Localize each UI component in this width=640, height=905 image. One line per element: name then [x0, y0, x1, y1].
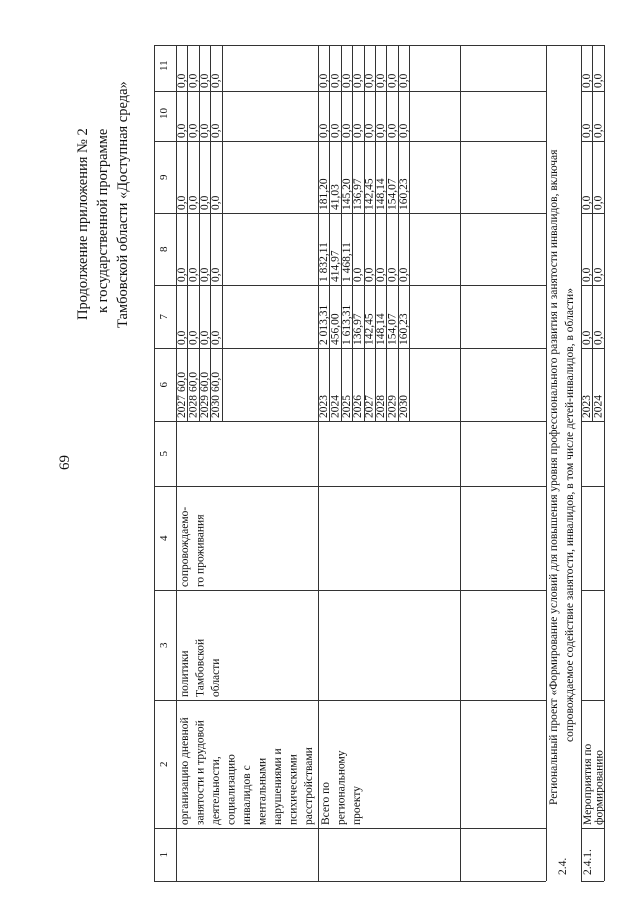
column-header-5: 5 — [158, 451, 170, 457]
value-cell-c7: 0,0 — [592, 330, 605, 345]
continuation-text-col2: инвалидов с — [241, 765, 253, 825]
value-cell-c11: 0,0 — [329, 73, 342, 88]
caption-line-2: к государственной программе — [95, 128, 111, 313]
continuation-text-col2: организацию дневной — [179, 717, 191, 825]
row-divider — [187, 45, 188, 421]
value-cell-c10: 0,0 — [363, 123, 376, 138]
value-cell-c9: 0,0 — [581, 195, 593, 210]
value-cell-c8: 0,0 — [386, 267, 399, 282]
value-cell-c8: 0,0 — [176, 267, 188, 282]
value-cell-c7: 142,45 — [363, 313, 376, 345]
value-cell-c9: 0,0 — [210, 195, 223, 210]
year-cell: 2030 — [397, 395, 410, 418]
year-cell: 2028 — [375, 395, 387, 418]
value-cell-c8: 0,0 — [198, 267, 211, 282]
column-divider — [154, 91, 546, 92]
continuation-text-col2: психическими — [287, 754, 300, 825]
value-cell-c8: 0,0 — [363, 267, 376, 282]
value-cell-c11: 0,0 — [352, 73, 365, 88]
value-cell-c10: 0,0 — [581, 123, 593, 138]
row-divider — [222, 45, 223, 421]
row-divider — [398, 45, 399, 421]
year-cell: 2023 — [318, 395, 330, 418]
continuation-text-col2: нарушениями и — [272, 748, 284, 825]
row-divider — [386, 45, 387, 421]
value-cell-c8: 0,0 — [397, 267, 410, 282]
value-cell-c8: 0,0 — [592, 267, 605, 282]
column-header-1: 1 — [158, 852, 170, 858]
value-cell-c9: 0,0 — [187, 195, 200, 210]
value-cell-c9: 0,0 — [592, 195, 605, 210]
column-divider — [581, 421, 604, 422]
value-cell-c8: 414,97 — [329, 250, 342, 282]
value-cell-c7: 0,0 — [198, 330, 211, 345]
column-divider — [154, 421, 546, 422]
continuation-text-col3: области — [210, 658, 222, 697]
row-divider — [364, 45, 365, 421]
column-divider — [154, 141, 546, 142]
column-divider — [154, 828, 546, 829]
value-cell-c10: 0,0 — [352, 123, 365, 138]
total-label: региональному — [335, 750, 348, 825]
year-cell: 2030 — [210, 395, 223, 418]
value-cell-c9: 0,0 — [198, 195, 211, 210]
year-cell: 2026 — [352, 395, 365, 418]
value-cell-col6: 60,0 — [176, 371, 188, 392]
column-divider — [581, 700, 604, 701]
value-cell-c11: 0,0 — [210, 73, 223, 88]
value-cell-c11: 0,0 — [581, 73, 593, 88]
value-cell-c10: 0,0 — [375, 123, 387, 138]
item-label: формированию — [593, 750, 606, 825]
value-cell-c11: 0,0 — [386, 73, 399, 88]
section-title-line-1: Региональный проект «Формирование условий для повышения уровня профессионального развития и занятости инвалидов, включая — [548, 149, 560, 805]
column-header-10: 10 — [158, 108, 170, 119]
column-divider — [154, 486, 546, 487]
year-cell: 2028 — [187, 395, 200, 418]
year-cell: 2029 — [386, 395, 399, 418]
value-cell-col6: 60,0 — [210, 371, 223, 392]
value-cell-c9: 148,14 — [375, 178, 387, 210]
column-divider — [154, 700, 546, 701]
continuation-text-col2: занятости и трудовой — [194, 720, 207, 825]
value-cell-c8: 0,0 — [352, 267, 365, 282]
caption-line-1: Продолжение приложения № 2 — [75, 128, 91, 320]
year-cell: 2024 — [592, 395, 605, 418]
value-cell-col6: 60,0 — [187, 371, 200, 392]
year-cell: 2024 — [329, 395, 342, 418]
total-label: проекту — [351, 786, 363, 825]
column-divider — [581, 828, 604, 829]
value-cell-c10: 0,0 — [340, 123, 353, 138]
value-cell-c9: 136,97 — [352, 178, 365, 210]
header-divider — [176, 45, 177, 881]
continuation-text-col3: политики — [179, 650, 191, 697]
column-divider — [154, 213, 546, 214]
value-cell-col6: 60,0 — [198, 371, 211, 392]
value-cell-c7: 0,0 — [176, 330, 188, 345]
year-cell: 2023 — [581, 395, 593, 418]
column-divider — [581, 486, 604, 487]
total-label: Всего по — [320, 782, 332, 825]
value-cell-c9: 0,0 — [176, 195, 188, 210]
value-cell-c8: 0,0 — [210, 267, 223, 282]
column-header-9: 9 — [158, 174, 170, 180]
value-cell-c10: 0,0 — [592, 123, 605, 138]
row-divider — [409, 45, 410, 421]
row-divider — [375, 45, 376, 421]
continuation-text-col2: расстройствами — [303, 747, 315, 825]
value-cell-c11: 0,0 — [318, 73, 330, 88]
value-cell-c10: 0,0 — [386, 123, 399, 138]
value-cell-c11: 0,0 — [375, 73, 387, 88]
column-header-2: 2 — [158, 761, 170, 767]
value-cell-c11: 0,0 — [176, 73, 188, 88]
block-divider — [460, 45, 461, 881]
value-cell-c10: 0,0 — [187, 123, 200, 138]
value-cell-c10: 0,0 — [198, 123, 211, 138]
value-cell-c7: 160,23 — [397, 313, 410, 345]
continuation-text-col4: го проживания — [194, 514, 207, 587]
value-cell-c8: 0,0 — [581, 267, 593, 282]
column-header-11: 11 — [158, 60, 170, 71]
value-cell-c7: 0,0 — [581, 330, 593, 345]
continuation-text-col4: сопровождаемо- — [179, 506, 191, 587]
value-cell-c11: 0,0 — [340, 73, 353, 88]
column-divider — [154, 348, 546, 349]
value-cell-c7: 456,00 — [329, 313, 342, 345]
block-divider — [318, 45, 319, 881]
value-cell-c9: 142,45 — [363, 178, 376, 210]
value-cell-c10: 0,0 — [318, 123, 330, 138]
continuation-text-col3: Тамбовской — [194, 638, 207, 697]
value-cell-c11: 0,0 — [397, 73, 410, 88]
value-cell-c7: 0,0 — [210, 330, 223, 345]
value-cell-c10: 0,0 — [210, 123, 223, 138]
value-cell-c8: 0,0 — [375, 267, 387, 282]
section-title-line-2: сопровождаемое содействие занятости, инвалидов, в том числе детей-инвалидов, в области» — [564, 288, 576, 742]
value-cell-c9: 154,07 — [386, 178, 399, 210]
value-cell-c7: 1 613,31 — [340, 304, 353, 345]
column-header-4: 4 — [158, 535, 170, 541]
column-header-3: 3 — [158, 642, 170, 648]
row-divider — [210, 45, 211, 421]
value-cell-c11: 0,0 — [592, 73, 605, 88]
column-header-8: 8 — [158, 246, 170, 252]
year-cell: 2027 — [176, 395, 188, 418]
value-cell-c9: 160,23 — [397, 178, 410, 210]
value-cell-c10: 0,0 — [397, 123, 410, 138]
value-cell-c9: 41,03 — [329, 184, 342, 210]
table-border — [154, 881, 546, 882]
year-cell: 2027 — [363, 395, 376, 418]
row-divider — [592, 45, 593, 421]
row-divider — [199, 45, 200, 421]
column-header-6: 6 — [158, 382, 170, 388]
value-cell-c9: 181,20 — [318, 178, 330, 210]
caption-line-3: Тамбовской области «Доступная среда» — [115, 81, 131, 328]
value-cell-c10: 0,0 — [329, 123, 342, 138]
value-cell-c7: 0,0 — [187, 330, 200, 345]
value-cell-c7: 2 013,31 — [318, 304, 330, 345]
table-border — [154, 45, 155, 881]
column-divider — [154, 285, 546, 286]
column-divider — [581, 590, 604, 591]
value-cell-c8: 1 832,11 — [318, 242, 330, 282]
value-cell-c7: 148,14 — [375, 313, 387, 345]
year-cell: 2025 — [340, 395, 353, 418]
column-header-7: 7 — [158, 314, 170, 320]
page-number: 69 — [57, 455, 73, 470]
value-cell-c8: 0,0 — [187, 267, 200, 282]
value-cell-c11: 0,0 — [187, 73, 200, 88]
value-cell-c7: 136,97 — [352, 313, 365, 345]
value-cell-c10: 0,0 — [176, 123, 188, 138]
table-border — [581, 881, 604, 882]
value-cell-c7: 154,07 — [386, 313, 399, 345]
item-label: Мероприятия по — [582, 743, 594, 825]
value-cell-c8: 1 468,11 — [340, 242, 353, 282]
section-number: 2.4. — [557, 857, 569, 875]
value-cell-c11: 0,0 — [198, 73, 211, 88]
row-divider — [329, 45, 330, 421]
continuation-text-col2: социализацию — [225, 754, 238, 825]
item-number: 2.4.1. — [582, 849, 594, 875]
column-divider — [154, 590, 546, 591]
year-cell: 2029 — [198, 395, 211, 418]
continuation-text-col2: деятельности, — [210, 756, 222, 825]
block-divider — [546, 45, 547, 881]
row-divider — [352, 45, 353, 421]
row-divider — [341, 45, 342, 421]
row-divider — [604, 45, 605, 421]
continuation-text-col2: ментальными — [256, 757, 269, 825]
value-cell-c11: 0,0 — [363, 73, 376, 88]
value-cell-c9: 145,20 — [340, 178, 353, 210]
